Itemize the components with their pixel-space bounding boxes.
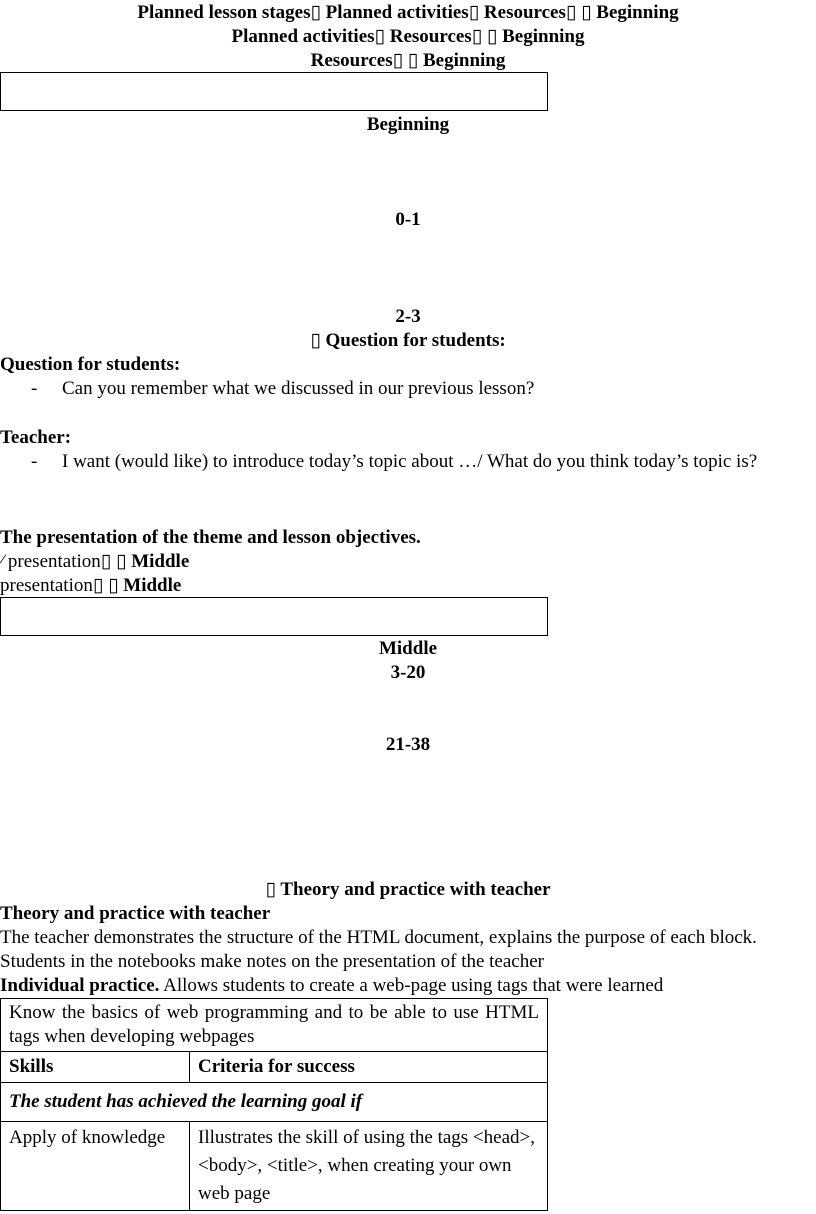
- criteria-table: [0, 998, 548, 1211]
- header-line-3: Resources▯ ▯ Beginning: [310, 50, 506, 71]
- question-item: Can you remember what we discussed in our previous lesson?: [62, 378, 535, 399]
- teacher-heading: Teacher:: [0, 427, 72, 448]
- criterion-cell: Illustrates the skill of using the tags <head>, <body>, <title>, when creating your own web page: [190, 1122, 548, 1211]
- skills-header: Skills: [1, 1052, 190, 1083]
- middle-header-line-1: ∕ presentation▯ ▯ Middle: [0, 551, 190, 572]
- teacher-item: I want (would like) to introduce today’s topic about …/ What do you think today’s topic is?: [62, 451, 758, 472]
- time-range-0-1: 0-1: [395, 209, 421, 230]
- question-heading: Question for students:: [0, 354, 181, 375]
- criteria-header: Criteria for success: [190, 1052, 548, 1083]
- time-range-2-3: 2-3: [395, 306, 421, 327]
- middle-header-line-2: presentation▯ ▯ Middle: [0, 575, 182, 596]
- time-range-21-38: 21-38: [385, 734, 431, 755]
- list-dash: -: [31, 451, 38, 472]
- time-range-3-20: 3-20: [390, 662, 426, 683]
- presentation-heading: The presentation of the theme and lesson objectives.: [0, 527, 421, 548]
- achieved-goal-row: The student has achieved the learning goal if: [1, 1083, 548, 1122]
- stage-beginning: Beginning: [366, 114, 450, 135]
- theory-heading: Theory and practice with teacher: [0, 903, 271, 924]
- header-line-1: Planned lesson stages▯ Planned activities▯ Resources▯ ▯ Beginning: [137, 2, 679, 23]
- empty-frame-beginning: [0, 72, 548, 111]
- learning-goal-cell: Know the basics of web programming and to be able to use HTML tags when developing webpages: [1, 999, 548, 1052]
- empty-frame-middle: [0, 597, 548, 636]
- skill-cell: Apply of knowledge: [1, 1122, 190, 1211]
- stage-middle: Middle: [378, 638, 438, 659]
- theory-text: The teacher demonstrates the structure of the HTML document, explains the purpose of each block. Students in the notebooks make notes on the presentation of the teacher: [0, 927, 757, 972]
- theory-heading-centered: ▯ Theory and practice with teacher: [265, 879, 551, 900]
- individual-practice: Individual practice. Allows students to create a web-page using tags that were learned: [0, 975, 664, 996]
- list-dash: -: [31, 378, 38, 399]
- question-heading-centered: ▯ Question for students:: [310, 330, 506, 351]
- header-line-2: Planned activities▯ Resources▯ ▯ Beginning: [231, 26, 585, 47]
